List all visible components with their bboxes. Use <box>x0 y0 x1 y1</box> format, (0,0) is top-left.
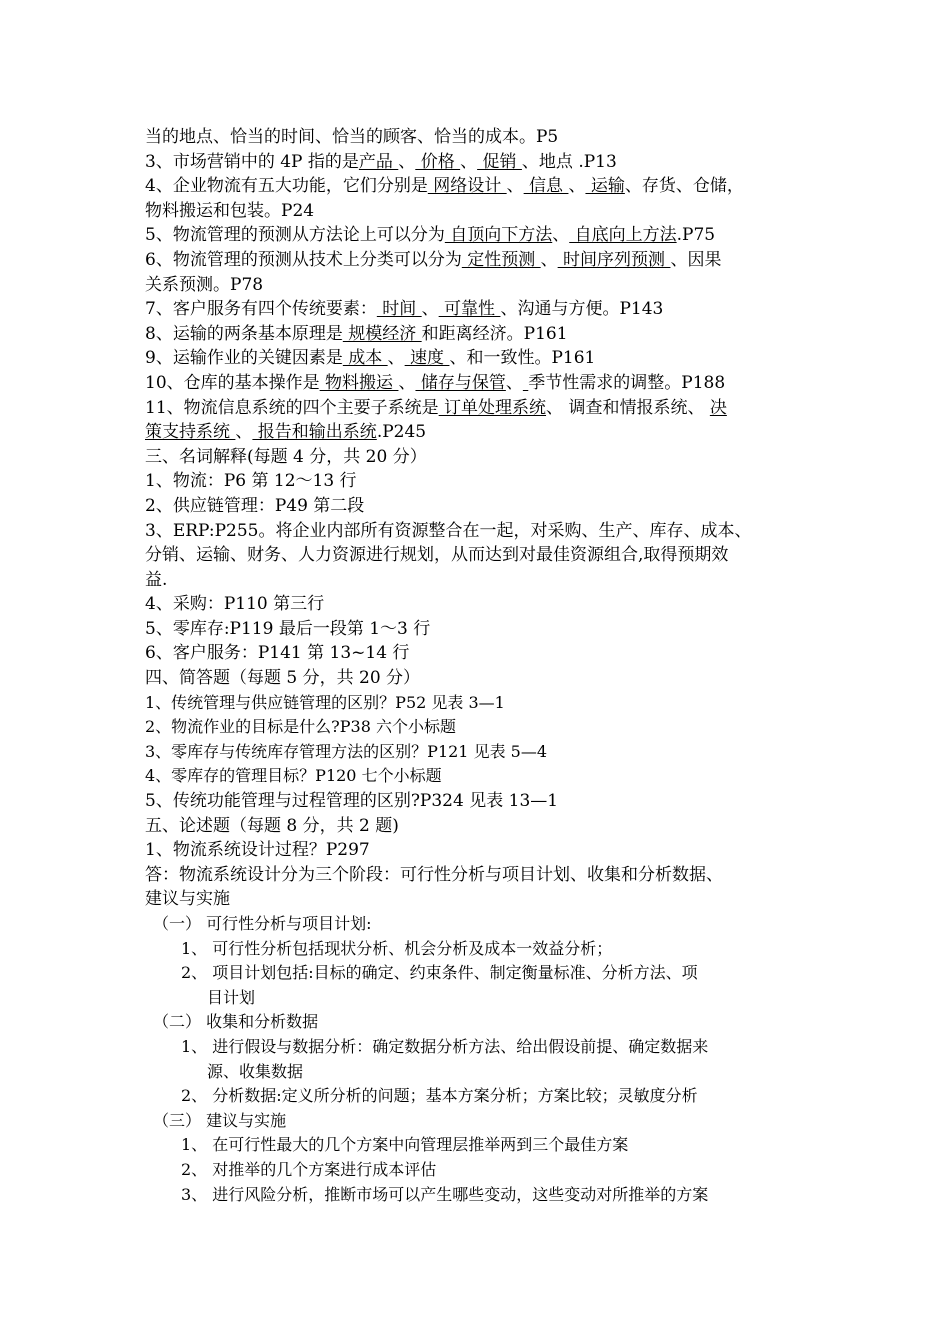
text-line <box>145 666 825 691</box>
document-body <box>145 125 825 1207</box>
underlined-answer: 时间 <box>376 299 422 320</box>
text-segment: 答：物流系统设计分为三个阶段：可行性分析与项目计划、收集和分析数据、 <box>145 864 723 885</box>
text-segment: （三） 建议与实施 <box>153 1110 287 1130</box>
text-line <box>145 1035 825 1060</box>
text-segment: .P75 <box>676 225 716 246</box>
text-line <box>145 1133 825 1158</box>
text-line <box>145 248 825 273</box>
text-segment: 5、传统功能管理与过程管理的区别?P324 见表 13—1 <box>145 791 559 812</box>
text-line <box>145 986 825 1011</box>
text-segment: （一） 可行性分析与项目计划: <box>153 914 372 933</box>
text-line <box>145 691 825 716</box>
underlined-answer: 物料搬运 <box>319 372 399 393</box>
text-segment: （二） 收集和分析数据 <box>153 1012 319 1032</box>
text-line <box>145 494 825 519</box>
text-segment: 7、客户服务有四个传统要素： <box>145 299 377 320</box>
underlined-answer: 规模经济 <box>342 323 422 344</box>
text-segment: 、 <box>460 151 478 172</box>
text-segment: 2、 对推举的几个方案进行成本评估 <box>181 1159 437 1179</box>
text-line <box>145 912 825 937</box>
text-line <box>145 1183 825 1208</box>
text-segment: 和距离经济。P161 <box>421 323 568 344</box>
text-segment: 、 <box>387 348 405 369</box>
underlined-answer: 可靠性 <box>438 299 501 320</box>
text-segment: 1、 进行假设与数据分析：确定数据分析方法、给出假设前提、确定数据来 <box>181 1036 709 1056</box>
text-line <box>145 1084 825 1109</box>
text-segment: 2、 分析数据:定义所分析的问题；基本方案分析；方案比较；灵敏度分析 <box>181 1086 698 1106</box>
text-segment: 6、客户服务：P141 第 13~14 行 <box>145 643 410 664</box>
text-line <box>145 469 825 494</box>
text-segment: 、 调查和情报系统、 <box>546 397 710 418</box>
underlined-answer: 产品 <box>358 151 399 172</box>
text-line <box>145 322 825 347</box>
underlined-answer: 订单处理系统 <box>438 397 547 418</box>
text-segment: 1、 在可行性最大的几个方案中向管理层推举两到三个最佳方案 <box>181 1135 629 1155</box>
text-segment: 目计划 <box>207 987 256 1007</box>
text-line <box>145 1010 825 1035</box>
text-segment: 5、零库存:P119 最后一段第 1～3 行 <box>145 618 431 639</box>
text-segment: 9、运输作业的关键因素是 <box>145 348 343 369</box>
text-line <box>145 445 825 470</box>
text-segment: 分销、运输、财务、人力资源进行规划，从而达到对最佳资源组合,取得预期效 <box>145 545 729 566</box>
text-segment: 、地点 .P13 <box>521 151 617 172</box>
text-line <box>145 174 825 199</box>
text-segment: 2、 项目计划包括:目标的确定、约束条件、制定衡量标准、分析方法、项 <box>181 963 698 983</box>
text-line <box>145 125 825 150</box>
text-line <box>145 764 825 789</box>
underlined-answer: 自底向上方法 <box>569 225 677 246</box>
underlined-answer: 运输 <box>585 176 625 197</box>
text-line <box>145 223 825 248</box>
underlined-answer: 价格 <box>415 151 461 172</box>
text-line <box>145 1158 825 1183</box>
text-segment: 1、物流：P6 第 12～13 行 <box>145 471 357 492</box>
text-line <box>145 887 825 912</box>
text-line <box>145 961 825 986</box>
text-segment: 、 <box>552 225 570 246</box>
text-segment: 、存货、仓储， <box>624 176 744 197</box>
underlined-answer: 时间序列预测 <box>557 249 671 270</box>
underlined-answer: 报告和输出系统 <box>252 422 377 443</box>
text-line <box>145 617 825 642</box>
text-line <box>145 715 825 740</box>
underlined-answer: 储存与保管 <box>415 372 506 393</box>
text-segment: 10、仓库的基本操作是 <box>145 372 320 393</box>
text-segment: 3、ERP:P255。将企业内部所有资源整合在一起，对采购、生产、库存、成本、 <box>145 520 752 541</box>
text-segment: 、 <box>540 249 558 270</box>
text-segment: 、 <box>398 372 416 393</box>
underlined-answer: 速度 <box>404 348 450 369</box>
text-line <box>145 273 825 298</box>
text-line <box>145 371 825 396</box>
underlined-answer: 信息 <box>523 176 569 197</box>
text-segment: 、 <box>235 422 253 443</box>
text-segment: 11、物流信息系统的四个主要子系统是 <box>145 397 439 418</box>
text-segment: 四、简答题（每题 5 分，共 20 分） <box>145 668 421 689</box>
text-segment: 1、物流系统设计过程？P297 <box>145 840 370 861</box>
text-segment: 3、市场营销中的 4P 指的是 <box>145 151 359 172</box>
text-segment: 益. <box>145 569 168 590</box>
underlined-answer: 促销 <box>477 151 522 172</box>
text-segment: 、因果 <box>670 249 722 270</box>
text-line <box>145 838 825 863</box>
text-line <box>145 346 825 371</box>
text-line <box>145 1109 825 1134</box>
text-segment: 4、采购：P110 第三行 <box>145 594 325 615</box>
text-segment: 季节性需求的调整。P188 <box>528 372 726 393</box>
text-line <box>145 789 825 814</box>
text-segment: 8、运输的两条基本原理是 <box>145 323 343 344</box>
text-segment: 、 <box>398 151 416 172</box>
text-segment: 、 <box>568 176 586 197</box>
text-line <box>145 937 825 962</box>
text-segment: 2、供应链管理：P49 第二段 <box>145 495 365 516</box>
text-line <box>145 863 825 888</box>
text-line <box>145 740 825 765</box>
text-line <box>145 297 825 322</box>
text-line <box>145 1060 825 1085</box>
text-line <box>145 199 825 224</box>
text-segment: 2、物流作业的目标是什么?P38 六个小标题 <box>145 717 456 737</box>
text-segment: 五、论述题（每题 8 分，共 2 题) <box>145 815 399 836</box>
text-segment: 三、名词解释(每题 4 分，共 20 分） <box>145 446 427 467</box>
text-segment: 、 <box>421 299 439 320</box>
text-line <box>145 420 825 445</box>
text-line <box>145 396 825 421</box>
text-segment: 4、零库存的管理目标？P120 七个小标题 <box>145 766 442 786</box>
text-segment: 3、零库存与传统库存管理方法的区别？P121 见表 5—4 <box>145 741 548 761</box>
underlined-answer: 策支持系统 <box>145 422 236 443</box>
text-line <box>145 519 825 544</box>
text-segment: 4、企业物流有五大功能，它们分别是 <box>145 176 428 197</box>
text-segment: .P245 <box>376 422 427 443</box>
text-line <box>145 592 825 617</box>
text-line <box>145 150 825 175</box>
text-segment: 3、 进行风险分析，推断市场可以产生哪些变动，这些变动对所推举的方案 <box>181 1184 709 1204</box>
underlined-answer: 网络设计 <box>427 176 507 197</box>
text-segment: 1、 可行性分析包括现状分析、机会分析及成本一效益分析； <box>181 938 613 958</box>
text-line <box>145 543 825 568</box>
text-line <box>145 814 825 839</box>
underlined-answer: 自顶向下方法 <box>444 225 553 246</box>
text-segment: 、沟通与方便。P143 <box>500 299 664 320</box>
text-segment: 、和一致性。P161 <box>449 348 596 369</box>
text-segment: 源、收集数据 <box>207 1061 304 1081</box>
text-segment: 当的地点、恰当的时间、恰当的顾客、恰当的成本。P5 <box>145 127 559 147</box>
text-line <box>145 568 825 593</box>
text-segment: 6、物流管理的预测从技术上分类可以分为 <box>145 249 462 270</box>
text-line <box>145 641 825 666</box>
text-segment: 关系预测。P78 <box>145 274 264 295</box>
underlined-answer: 定性预测 <box>461 249 541 270</box>
text-segment: 、 <box>505 372 523 393</box>
underlined-answer: 成本 <box>342 348 388 369</box>
text-segment: 1、传统管理与供应链管理的区别？P52 见表 3—1 <box>145 692 505 712</box>
text-segment: 、 <box>506 176 524 197</box>
text-segment: 建议与实施 <box>145 889 230 910</box>
underlined-answer: 决 <box>709 397 727 418</box>
text-segment: 物料搬运和包装。P24 <box>145 200 315 221</box>
text-segment: 5、物流管理的预测从方法论上可以分为 <box>145 225 445 246</box>
